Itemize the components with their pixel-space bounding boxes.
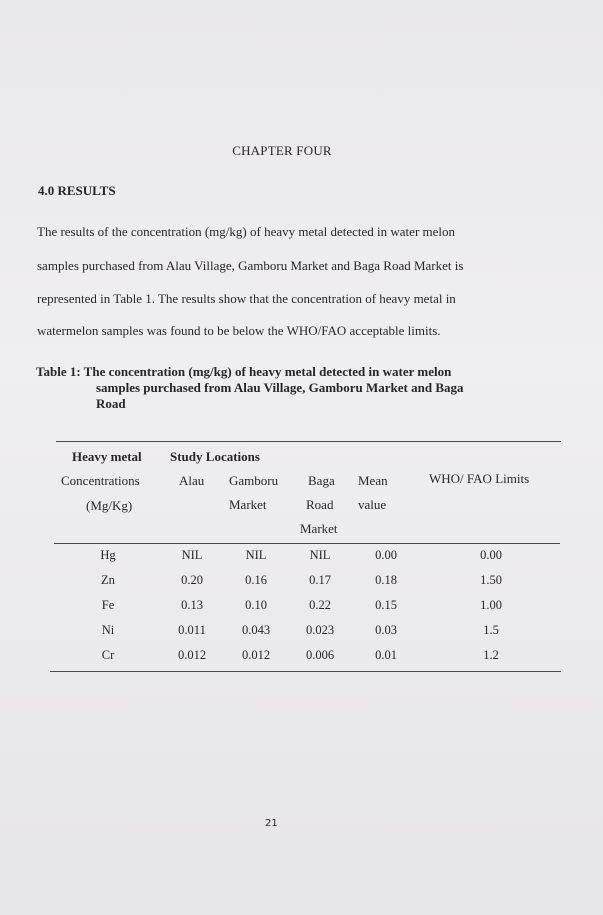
caption-line: Table 1: The concentration (mg/kg) of heavy metal detected in water melon [36,364,452,379]
table-cell-limit: 1.5 [483,623,499,637]
table-cell-mean: 0.00 [375,548,397,562]
table-cell-gamboru: 0.012 [241,648,271,662]
table-cell-baga: 0.22 [309,598,331,612]
header-study-locations: Study Locations [170,449,260,464]
table-row-metal: Cr [101,648,115,662]
table-cell-mean: 0.18 [375,573,397,587]
table-row-metal: Ni [101,623,115,637]
header-baga-road: Road [306,497,334,512]
table-cell-baga: 0.17 [309,573,331,587]
table-row-metal: Fe [101,598,115,612]
table-cell-alau: 0.20 [181,573,203,587]
header-alau: Alau [179,473,205,488]
table-cell-limit: 1.50 [480,573,502,587]
header-heavy-metal: Heavy metal [72,449,142,464]
table-cell-limit: 1.00 [480,598,502,612]
header-baga: Baga [308,473,335,488]
table-cell-alau: 0.011 [178,623,206,637]
table-caption [36,364,464,412]
table-cell-mean: 0.01 [375,648,397,662]
table-cell-baga: 0.023 [305,623,335,637]
table-bottom-rule [50,671,561,672]
table-cell-alau: 0.012 [177,648,207,662]
table-cell-mean: 0.15 [375,598,397,612]
table-cell-mean: 0.03 [375,623,397,637]
table-row-metal: Zn [101,573,115,587]
paragraph-line: represented in Table 1. The results show that the concentration of heavy metal in [37,291,456,306]
paragraph-line: watermelon samples was found to be below the WHO/FAO acceptable limits. [37,323,441,338]
table-cell-baga: 0.006 [305,648,335,662]
table-cell-limit: 1.2 [483,648,499,662]
header-gamboru: Gamboru [229,473,279,488]
page-number: 21 [265,818,278,829]
table-cell-gamboru: 0.10 [245,598,267,612]
header-units: (Mg/Kg) [86,498,133,513]
header-baga-market: Market [300,521,338,536]
caption-line: Road [96,396,126,411]
header-who-fao-limits: WHO/ FAO Limits [429,471,530,486]
caption-line: samples purchased from Alau Village, Gamboru Market and Baga [96,380,464,395]
chapter-title: CHAPTER FOUR [232,143,332,158]
table-header-rule [54,543,560,544]
paragraph-line: samples purchased from Alau Village, Gamboru Market and Baga Road Market is [37,258,464,273]
header-gamboru-market: Market [229,497,267,512]
table-cell-baga: NIL [309,548,331,562]
header-mean-value: value [358,497,387,512]
table-cell-gamboru: 0.043 [241,623,271,637]
table-row-metal: Hg [100,548,116,562]
table-cell-gamboru: 0.16 [245,573,267,587]
table-cell-alau: NIL [181,548,203,562]
table-cell-gamboru: NIL [245,548,267,562]
header-concentrations: Concentrations [61,473,140,488]
table-top-rule [56,441,561,442]
header-mean: Mean [358,473,388,488]
table-cell-limit: 0.00 [480,548,502,562]
table-cell-alau: 0.13 [181,598,203,612]
paragraph-line: The results of the concentration (mg/kg) of heavy metal detected in water melon [37,224,456,239]
section-heading: 4.0 RESULTS [38,183,116,198]
